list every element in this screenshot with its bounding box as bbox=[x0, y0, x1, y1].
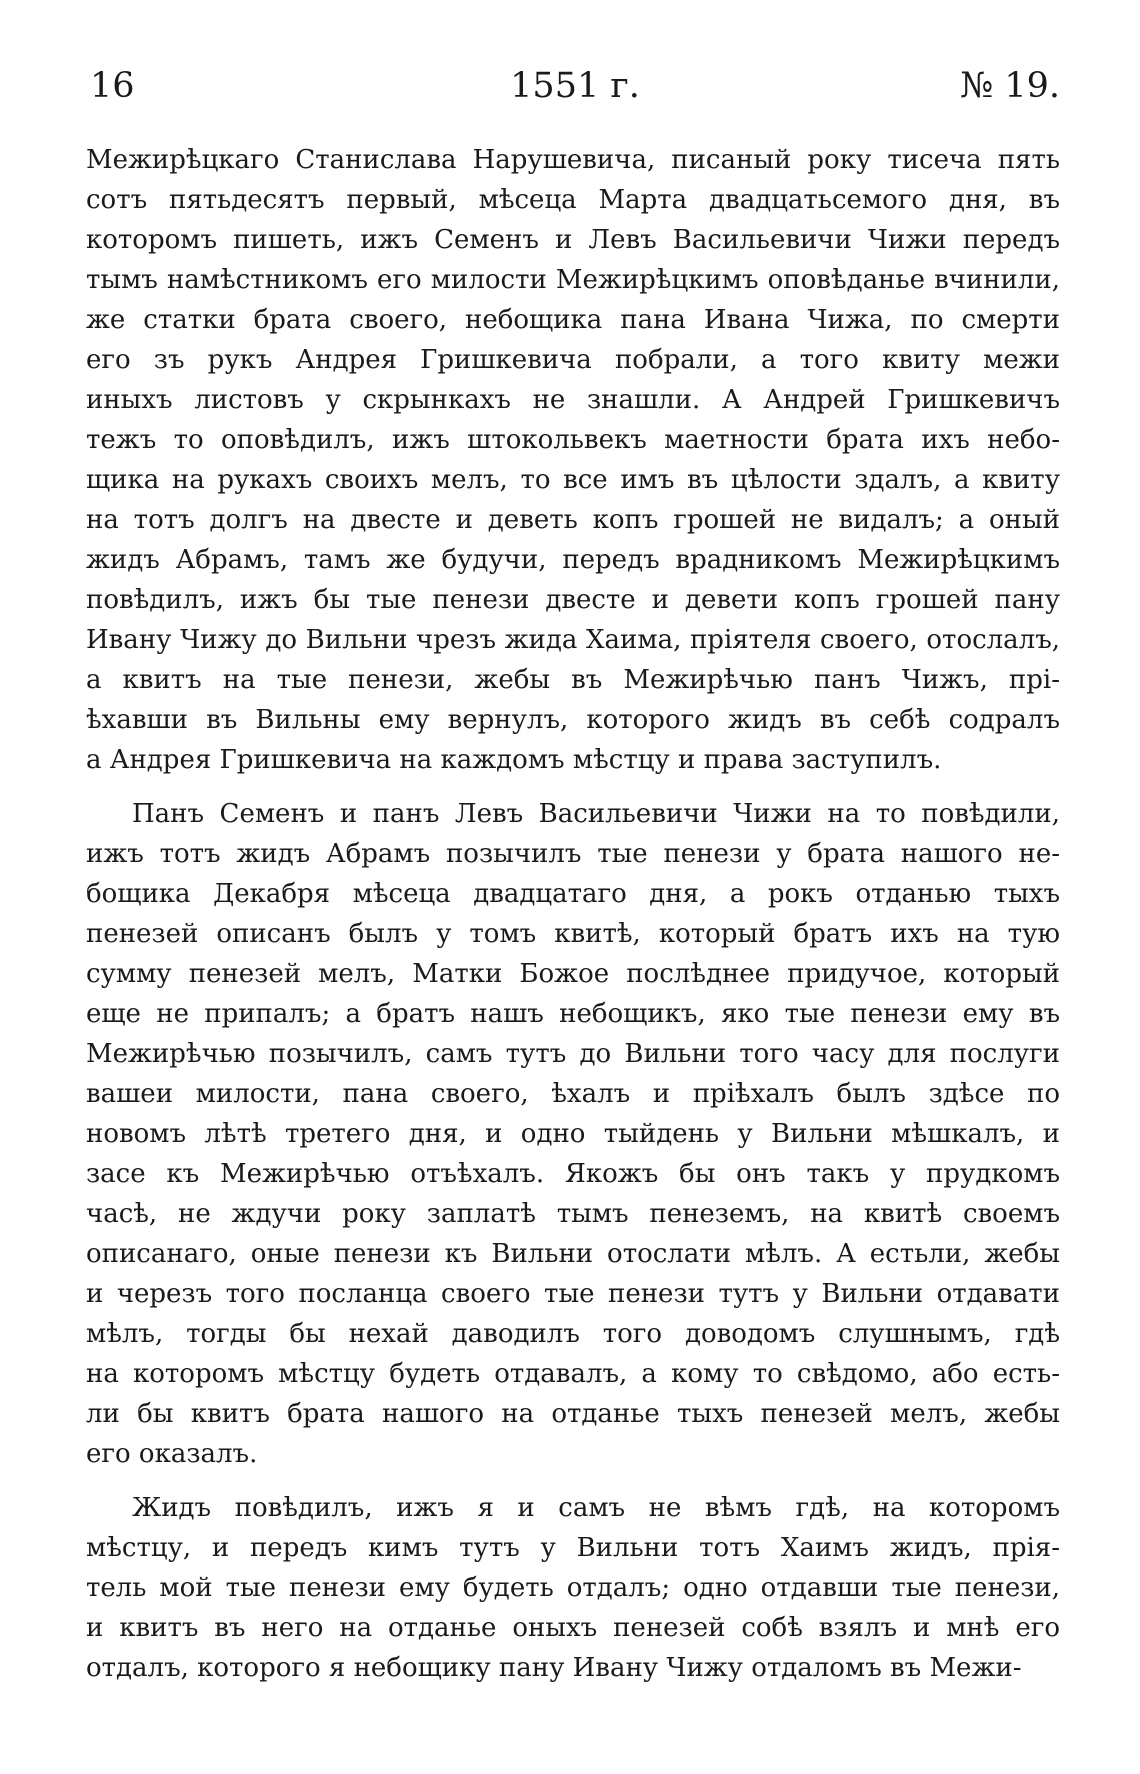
paragraph bbox=[86, 140, 1060, 780]
text-line: ѣхавши въ Вильны ему вернулъ, которого жидъ въ себѣ содралъ bbox=[86, 705, 1060, 735]
paragraph-gap bbox=[86, 780, 1060, 794]
text-line: Жидъ повѣдилъ, ижъ я и самъ не вѣмъ гдѣ, на которомъ bbox=[132, 1493, 1060, 1523]
paragraph bbox=[86, 794, 1060, 1474]
page-header bbox=[90, 62, 1060, 110]
paragraph-gap bbox=[86, 1474, 1060, 1488]
text-line: и квитъ въ него на отданье оныхъ пенезей собѣ взялъ и мнѣ его bbox=[86, 1613, 1060, 1643]
text-line: сумму пенезей мелъ, Матки Божое послѣднее придучое, который bbox=[86, 959, 1060, 989]
text-line: его оказалъ. bbox=[86, 1439, 258, 1469]
text-line: бощика Декабря мѣсеца двадцатаго дня, а рокъ отданью тыхъ bbox=[86, 879, 1060, 909]
text-line: Ивану Чижу до Вильни чрезъ жида Хаима, пріятеля своего, отослалъ, bbox=[86, 625, 1060, 655]
text-line: Панъ Семенъ и панъ Левъ Васильевичи Чижи на то повѣдили, bbox=[132, 799, 1060, 829]
text-line: а Андрея Гришкевича на каждомъ мѣстцу и права заступилъ. bbox=[86, 745, 942, 775]
text-line: его зъ рукъ Андрея Гришкевича побрали, а того квиту межи bbox=[86, 345, 1060, 375]
text-line: на которомъ мѣстцу будеть отдавалъ, а кому то свѣдомо, або есть- bbox=[86, 1359, 1060, 1389]
text-line: же статки брата своего, небощика пана Ивана Чижа, по смерти bbox=[86, 305, 1060, 335]
text-line: тежъ то оповѣдилъ, ижъ штокольвекъ маетности брата ихъ небо- bbox=[86, 425, 1060, 455]
text-line: тель мой тые пенези ему будеть отдалъ; одно отдавши тые пенези, bbox=[86, 1573, 1060, 1603]
text-line: мѣлъ, тогды бы нехай даводилъ того доводомъ слушнымъ, гдѣ bbox=[86, 1319, 1060, 1349]
text-line: Межирѣцкаго Станислава Нарушевича, писаный року тисеча пять bbox=[86, 145, 1060, 175]
text-line: еще не припалъ; а братъ нашъ небощикъ, яко тые пенези ему въ bbox=[86, 999, 1060, 1029]
text-line: которомъ пишеть, ижъ Семенъ и Левъ Васильевичи Чижи передъ bbox=[86, 225, 1060, 255]
text-line: пенезей описанъ былъ у томъ квитѣ, который братъ ихъ на тую bbox=[86, 919, 1060, 949]
document-body bbox=[86, 140, 1060, 1688]
text-line: отдалъ, которого я небощику пану Ивану Чижу отдаломъ въ Межи- bbox=[86, 1653, 1022, 1683]
page-number: 16 bbox=[90, 66, 135, 106]
text-line: щика на рукахъ своихъ мелъ, то все имъ въ цѣлости здалъ, а квиту bbox=[86, 465, 1060, 495]
text-line: мѣстцу, и передъ кимъ тутъ у Вильни тотъ Хаимъ жидъ, прія- bbox=[86, 1533, 1060, 1563]
text-line: засе къ Межирѣчью отъѣхалъ. Якожъ бы онъ такъ у прудкомъ bbox=[86, 1159, 1060, 1189]
document-year: 1551 г. bbox=[510, 66, 640, 106]
text-line: Межирѣчью позычилъ, самъ тутъ до Вильни того часу для послуги bbox=[86, 1039, 1060, 1069]
text-line: жидъ Абрамъ, тамъ же будучи, передъ врадникомъ Межирѣцкимъ bbox=[86, 545, 1060, 575]
paragraph bbox=[86, 1488, 1060, 1688]
text-line: сотъ пятьдесятъ первый, мѣсеца Марта двадцатьсемого дня, въ bbox=[86, 185, 1060, 215]
text-line: ижъ тотъ жидъ Абрамъ позычилъ тые пенези у брата нашого не- bbox=[86, 839, 1060, 869]
text-line: повѣдилъ, ижъ бы тые пенези двесте и девети копъ грошей пану bbox=[86, 585, 1060, 615]
text-line: и черезъ того посланца своего тые пенези тутъ у Вильни отдавати bbox=[86, 1279, 1060, 1309]
text-line: часѣ, не ждучи року заплатѣ тымъ пенеземъ, на квитѣ своемъ bbox=[86, 1199, 1060, 1229]
text-line: на тотъ долгъ на двесте и деветь копъ грошей не видалъ; а оный bbox=[86, 505, 1060, 535]
text-line: а квитъ на тые пенези, жебы въ Межирѣчью панъ Чижъ, прі- bbox=[86, 665, 1060, 695]
text-line: вашеи милости, пана своего, ѣхалъ и пріѣхалъ былъ здѣсе по bbox=[86, 1079, 1060, 1109]
text-line: иныхъ листовъ у скрынкахъ не знашли. А Андрей Гришкевичъ bbox=[86, 385, 1060, 415]
document-number: № 19. bbox=[960, 66, 1060, 106]
text-line: ли бы квитъ брата нашого на отданье тыхъ пенезей мелъ, жебы bbox=[86, 1399, 1060, 1429]
text-line: новомъ лѣтѣ третего дня, и одно тыйдень у Вильни мѣшкалъ, и bbox=[86, 1119, 1060, 1149]
text-line: описанаго, оные пенези къ Вильни отослати мѣлъ. А естьли, жебы bbox=[86, 1239, 1060, 1269]
text-line: тымъ намѣстникомъ его милости Межирѣцкимъ оповѣданье вчинили, bbox=[86, 265, 1060, 295]
